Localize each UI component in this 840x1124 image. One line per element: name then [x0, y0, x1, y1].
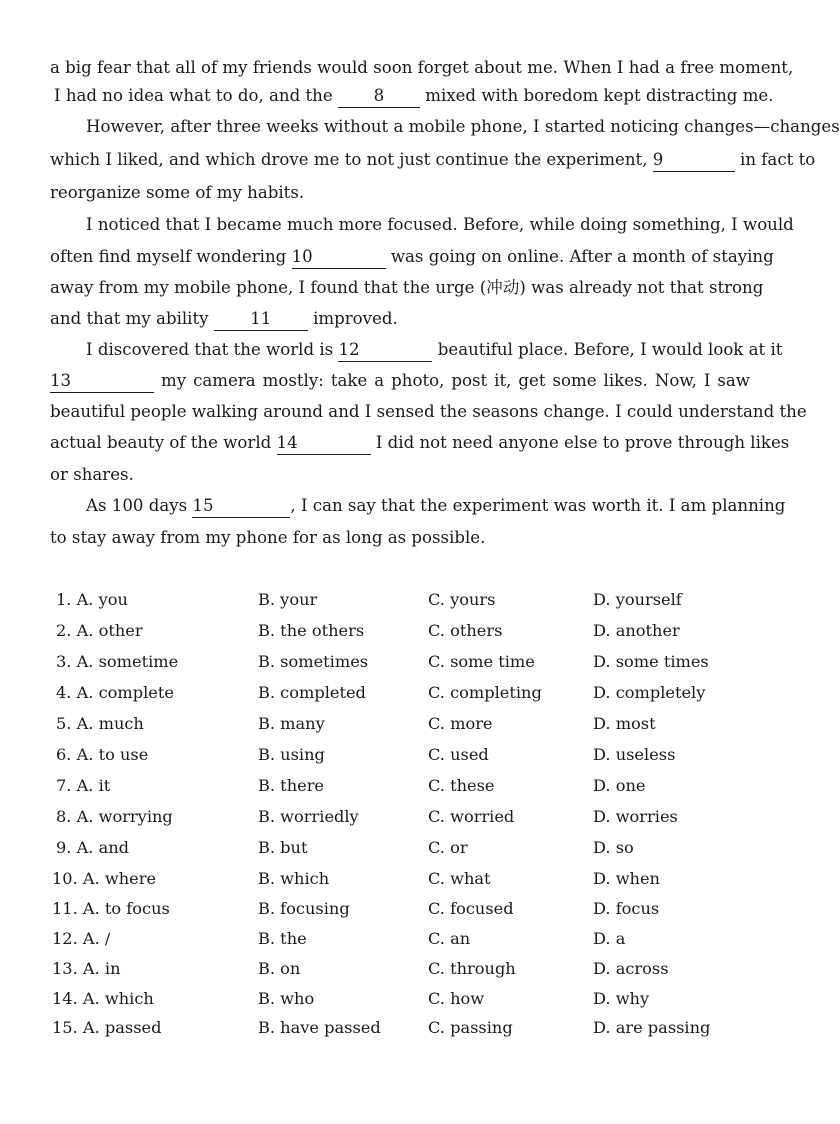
option-a[interactable]: A. you: [76, 590, 128, 609]
option-c[interactable]: C. worried: [428, 807, 515, 826]
option-d[interactable]: D. yourself: [593, 590, 682, 609]
blank-10: 10: [292, 247, 386, 269]
option-a[interactable]: A. in: [82, 959, 121, 978]
passage-line-10: I discovered that the world is 12 beautiful place. Before, I would look at it: [86, 338, 750, 362]
option-a[interactable]: A. complete: [76, 683, 174, 702]
option-c[interactable]: C. some time: [428, 652, 535, 671]
question-number: 10.: [52, 869, 78, 888]
option-d[interactable]: D. completely: [593, 683, 706, 702]
question-number: 1.: [56, 590, 72, 609]
option-row: [56, 743, 756, 767]
option-b[interactable]: B. which: [258, 869, 330, 888]
option-b[interactable]: B. who: [258, 989, 315, 1008]
option-b[interactable]: B. your: [258, 590, 318, 609]
option-b[interactable]: B. there: [258, 776, 325, 795]
option-b[interactable]: B. worriedly: [258, 807, 359, 826]
option-c[interactable]: C. passing: [428, 1018, 513, 1037]
passage-line-14: or shares.: [50, 465, 134, 484]
question-number: 3.: [56, 652, 72, 671]
option-d[interactable]: D. most: [593, 714, 656, 733]
option-row: [56, 836, 756, 860]
option-a[interactable]: A. other: [76, 621, 143, 640]
passage-line-11: 13 my camera mostly: take a photo, post it, get some likes. Now, I saw: [50, 369, 750, 393]
option-b[interactable]: B. on: [258, 959, 301, 978]
option-d[interactable]: D. are passing: [593, 1018, 711, 1037]
option-d[interactable]: D. why: [593, 989, 650, 1008]
option-row: [52, 927, 756, 951]
option-d[interactable]: D. across: [593, 959, 669, 978]
question-number: 8.: [56, 807, 72, 826]
option-a[interactable]: A. and: [76, 838, 130, 857]
option-d[interactable]: D. a: [593, 929, 626, 948]
passage-line-13: actual beauty of the world 14 I did not need anyone else to prove through likes: [50, 431, 750, 455]
blank-14: 14: [277, 433, 371, 455]
option-c[interactable]: C. yours: [428, 590, 496, 609]
option-row: [52, 1016, 756, 1040]
option-c[interactable]: C. through: [428, 959, 516, 978]
passage-line-3: However, after three weeks without a mobile phone, I started noticing changes—changes: [86, 117, 840, 136]
option-d[interactable]: D. so: [593, 838, 634, 857]
question-number: 6.: [56, 745, 72, 764]
blank-15: 15: [192, 496, 290, 518]
option-a[interactable]: A. to focus: [82, 899, 170, 918]
option-d[interactable]: D. one: [593, 776, 646, 795]
option-b[interactable]: B. have passed: [258, 1018, 381, 1037]
question-number: 13.: [52, 959, 78, 978]
option-c[interactable]: C. completing: [428, 683, 542, 702]
question-number: 5.: [56, 714, 72, 733]
blank-11: 11: [214, 309, 308, 331]
option-row: [56, 681, 756, 705]
option-a[interactable]: A. which: [82, 989, 154, 1008]
passage-line-2: I had no idea what to do, and the 8 mixed with boredom kept distracting me.: [54, 84, 774, 108]
option-c[interactable]: C. these: [428, 776, 495, 795]
question-number: 15.: [52, 1018, 78, 1037]
option-a[interactable]: A. it: [76, 776, 111, 795]
option-c[interactable]: C. an: [428, 929, 471, 948]
option-row: [52, 957, 756, 981]
passage-line-6: I noticed that I became much more focused. Before, while doing something, I would: [86, 215, 794, 234]
question-number: 12.: [52, 929, 78, 948]
option-b[interactable]: B. many: [258, 714, 325, 733]
option-row: [56, 588, 756, 612]
option-a[interactable]: A. passed: [82, 1018, 162, 1037]
option-row: [56, 650, 756, 674]
passage-line-1: a big fear that all of my friends would soon forget about me. When I had a free moment,: [50, 58, 794, 77]
question-number: 9.: [56, 838, 72, 857]
option-row: [56, 774, 756, 798]
option-a[interactable]: A. where: [82, 869, 157, 888]
passage-line-8: away from my mobile phone, I found that the urge (冲动) was already not that strong: [50, 278, 764, 297]
question-number: 7.: [56, 776, 72, 795]
option-c[interactable]: C. more: [428, 714, 493, 733]
option-c[interactable]: C. used: [428, 745, 489, 764]
option-c[interactable]: C. or: [428, 838, 468, 857]
passage-line-5: reorganize some of my habits.: [50, 183, 305, 202]
option-row: [52, 987, 756, 1011]
option-a[interactable]: A. worrying: [76, 807, 173, 826]
option-a[interactable]: A. sometime: [76, 652, 179, 671]
option-d[interactable]: D. focus: [593, 899, 660, 918]
option-b[interactable]: B. but: [258, 838, 308, 857]
blank-8: 8: [338, 86, 420, 108]
option-row: [56, 805, 756, 829]
option-row: [52, 897, 756, 921]
option-a[interactable]: A. /: [82, 929, 111, 948]
option-d[interactable]: D. when: [593, 869, 660, 888]
question-number: 2.: [56, 621, 72, 640]
question-number: 11.: [52, 899, 78, 918]
option-a[interactable]: A. much: [76, 714, 144, 733]
passage-line-7: often find myself wondering 10 was going on online. After a month of staying: [50, 245, 750, 269]
blank-12: 12: [338, 340, 432, 362]
option-c[interactable]: C. how: [428, 989, 485, 1008]
option-b[interactable]: B. focusing: [258, 899, 350, 918]
question-number: 4.: [56, 683, 72, 702]
option-d[interactable]: D. another: [593, 621, 680, 640]
option-d[interactable]: D. worries: [593, 807, 678, 826]
blank-13: 13: [50, 371, 154, 393]
passage-line-16: to stay away from my phone for as long as possible.: [50, 528, 486, 547]
passage-line-15: As 100 days 15 , I can say that the experiment was worth it. I am planning: [86, 494, 750, 518]
option-d[interactable]: D. useless: [593, 745, 676, 764]
passage-line-4: which I liked, and which drove me to not just continue the experiment, 9 in fact to: [50, 148, 750, 172]
option-row: [56, 712, 756, 736]
option-d[interactable]: D. some times: [593, 652, 709, 671]
passage-line-9: and that my ability 11 improved.: [50, 307, 398, 331]
option-c[interactable]: C. focused: [428, 899, 514, 918]
question-number: 14.: [52, 989, 78, 1008]
option-b[interactable]: B. sometimes: [258, 652, 369, 671]
option-c[interactable]: C. what: [428, 869, 491, 888]
blank-9: 9: [653, 150, 735, 172]
passage-line-12: beautiful people walking around and I sensed the seasons change. I could understand the: [50, 402, 807, 421]
option-a[interactable]: A. to use: [76, 745, 149, 764]
option-b[interactable]: B. the others: [258, 621, 365, 640]
option-row: [52, 867, 756, 891]
option-c[interactable]: C. others: [428, 621, 503, 640]
option-b[interactable]: B. using: [258, 745, 325, 764]
option-b[interactable]: B. completed: [258, 683, 366, 702]
option-row: [56, 619, 756, 643]
option-b[interactable]: B. the: [258, 929, 307, 948]
